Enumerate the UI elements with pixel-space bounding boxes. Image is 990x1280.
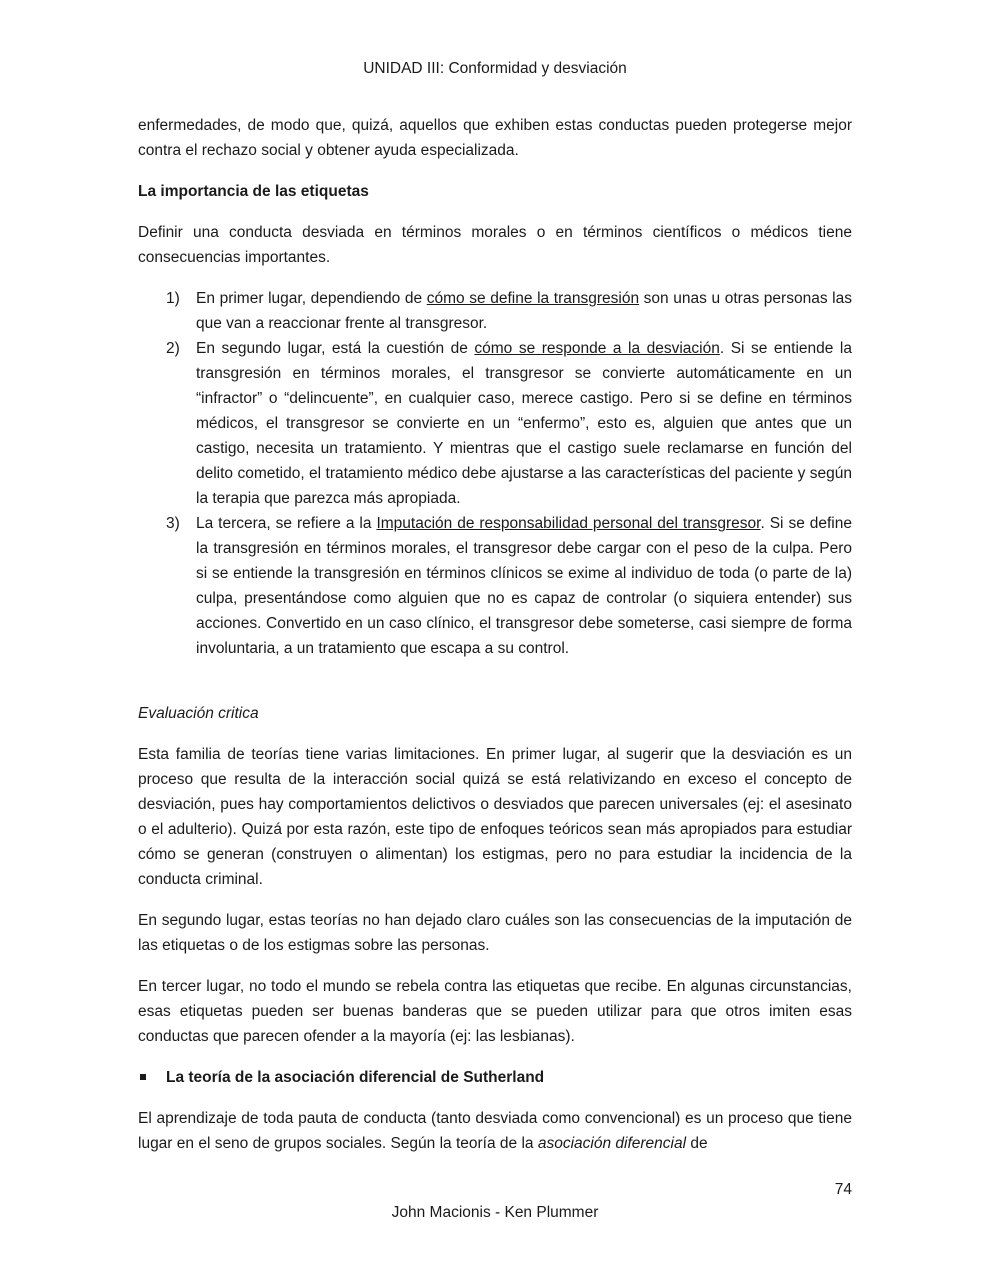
paragraph-italic-term: asociación diferencial [537,1135,687,1152]
list-item-text: En primer lugar, dependiendo de [196,290,427,307]
list-item [138,511,852,661]
list-item-text: La tercera, se refiere a la [196,515,377,532]
list-item-underlined: cómo se define la transgresión [426,290,640,307]
list-item-underlined: cómo se responde a la desviación [474,340,720,357]
page-footer: John Macionis - Ken Plummer [391,1204,599,1221]
page-number: 74 [834,1181,852,1198]
consequences-list [138,286,852,661]
paragraph-text: de [686,1135,708,1152]
paragraph-text: El aprendizaje de toda pauta de conducta (tanto desviada como convencional) es un proceso que tiene lugar en el seno de grupos sociales. Según la teoría de la [138,1110,852,1152]
paragraph-third: En tercer lugar, no todo el mundo se rebela contra las etiquetas que recibe. En algunas circunstancias, esas etiquetas pueden ser buenas banderas que se pueden utilizar para que otros imiten esas conductas que parecen ofender a la mayoría (ej: las lesbianas). [138,978,852,1045]
section-heading-sutherland [138,1065,852,1090]
list-item-number: 1) [166,290,180,307]
list-item [138,286,852,336]
list-item-text: . Si se entiende la transgresión en términos morales, el transgresor se convierte automáticamente en un “infractor” o “delincuente”, en cualquier caso, merece castigo. Pero si se define en términos médicos, el transgresor se convierte en un “enfermo”, esto es, alguien que antes que un castigo, necesita un tratamiento. Y mientras que el castigo suele reclamarse en función del delito cometido, el tratamiento médico debe ajustarse a las características del paciente y según la terapia que parezca más apropiada. [196,340,852,507]
paragraph-definition: Definir una conducta desviada en términos morales o en términos científicos o médicos tiene consecuencias importantes. [138,224,852,266]
list-item-number: 3) [166,515,180,532]
list-item [138,336,852,511]
list-item-text: En segundo lugar, está la cuestión de [196,340,475,357]
list-item-text: son unas u otras personas las que van a reaccionar frente al transgresor. [196,290,852,332]
paragraph-limitations: Esta familia de teorías tiene varias limitaciones. En primer lugar, al sugerir que la desviación es un proceso que resulta de la interacción social quizá se está relativizando en exceso el concepto de desviación, pues hay comportamientos delictivos o desviados que parecen universales (ej: el asesinato o el adulterio). Quizá por esta razón, este tipo de enfoques teóricos sean más apropiados para estudiar cómo se generan (construyen o alimentan) los estigmas, pero no para estudiar la incidencia de la conducta criminal. [138,746,852,888]
list-item-text: . Si se define la transgresión en términos morales, el transgresor debe cargar con el peso de la culpa. Pero si se entiende la transgresión en términos clínicos se exime al individuo de toda (o parte de la) culpa, presentándose como alguien que no es capaz de controlar (o siquiera entender) sus acciones. Convertido en un caso clínico, el transgresor debe someterse, casi siempre de forma involuntaria, a un tratamiento que escapa a su control. [196,515,852,657]
list-item-number: 2) [166,340,180,357]
list-item-underlined: Imputación de responsabilidad personal del transgresor [376,515,761,532]
section-heading-sutherland-text: La teoría de la asociación diferencial de Sutherland [166,1069,545,1086]
page-body [138,113,852,1156]
square-bullet-icon [140,1074,146,1080]
section-heading-etiquetas: La importancia de las etiquetas [138,183,369,200]
page-header: UNIDAD III: Conformidad y desviación [363,60,627,77]
paragraph-second: En segundo lugar, estas teorías no han dejado claro cuáles son las consecuencias de la imputación de las etiquetas o de los estigmas sobre las personas. [138,912,852,954]
section-heading-evaluacion: Evaluación critica [138,705,259,722]
paragraph-intro: enfermedades, de modo que, quizá, aquellos que exhiben estas conductas pueden protegerse mejor contra el rechazo social y obtener ayuda especializada. [138,117,852,159]
paragraph-sutherland [138,1106,852,1156]
